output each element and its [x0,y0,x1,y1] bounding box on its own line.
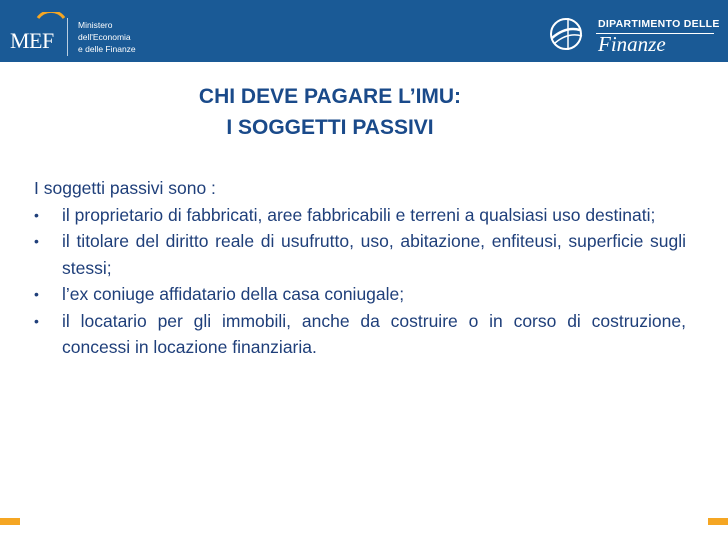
intro-text: I soggetti passivi sono : [34,178,216,198]
ministry-line: dell'Economia [78,32,131,42]
list-item-text: il locatario per gli immobili, anche da costruire o in corso di costruzione, concessi in locazione finanziaria. [62,310,686,357]
list-item [34,228,686,281]
list-item-text: il proprietario di fabbricati, aree fabbricabili e terreni a qualsiasi uso destinati; [62,204,656,225]
content-body [34,175,686,361]
bullet-icon: • [34,233,39,249]
ministry-line: Ministero [78,20,113,30]
bullet-icon: • [34,286,39,302]
bullet-list [34,202,686,361]
footer-accent-left [0,518,20,525]
header-bar [0,0,728,62]
ministry-name [78,19,136,55]
bullet-icon: • [34,312,39,329]
department-emblem-icon [546,14,590,54]
list-item-text: il titolare del diritto reale di usufrutto, uso, abitazione, enfiteusi, superficie sugli stessi; [62,231,686,278]
list-item [34,308,686,361]
title-line: CHI DEVE PAGARE L’IMU: [198,85,462,108]
mef-acronym: MEF [10,28,54,53]
department-top-label: DIPARTIMENTO DELLE [598,18,720,30]
page-title [0,81,660,143]
department-logo [546,12,720,56]
department-name: Finanze [598,32,666,56]
footer-accent-right [708,518,728,525]
list-item-text: l’ex coniuge affidatario della casa coniugale; [62,284,405,304]
title-line: I SOGGETTI PASSIVI [226,116,434,139]
mef-divider [67,18,68,56]
list-item [34,281,686,308]
ministry-line: e delle Finanze [78,44,136,54]
list-item [34,202,686,229]
bullet-icon: • [34,206,39,223]
